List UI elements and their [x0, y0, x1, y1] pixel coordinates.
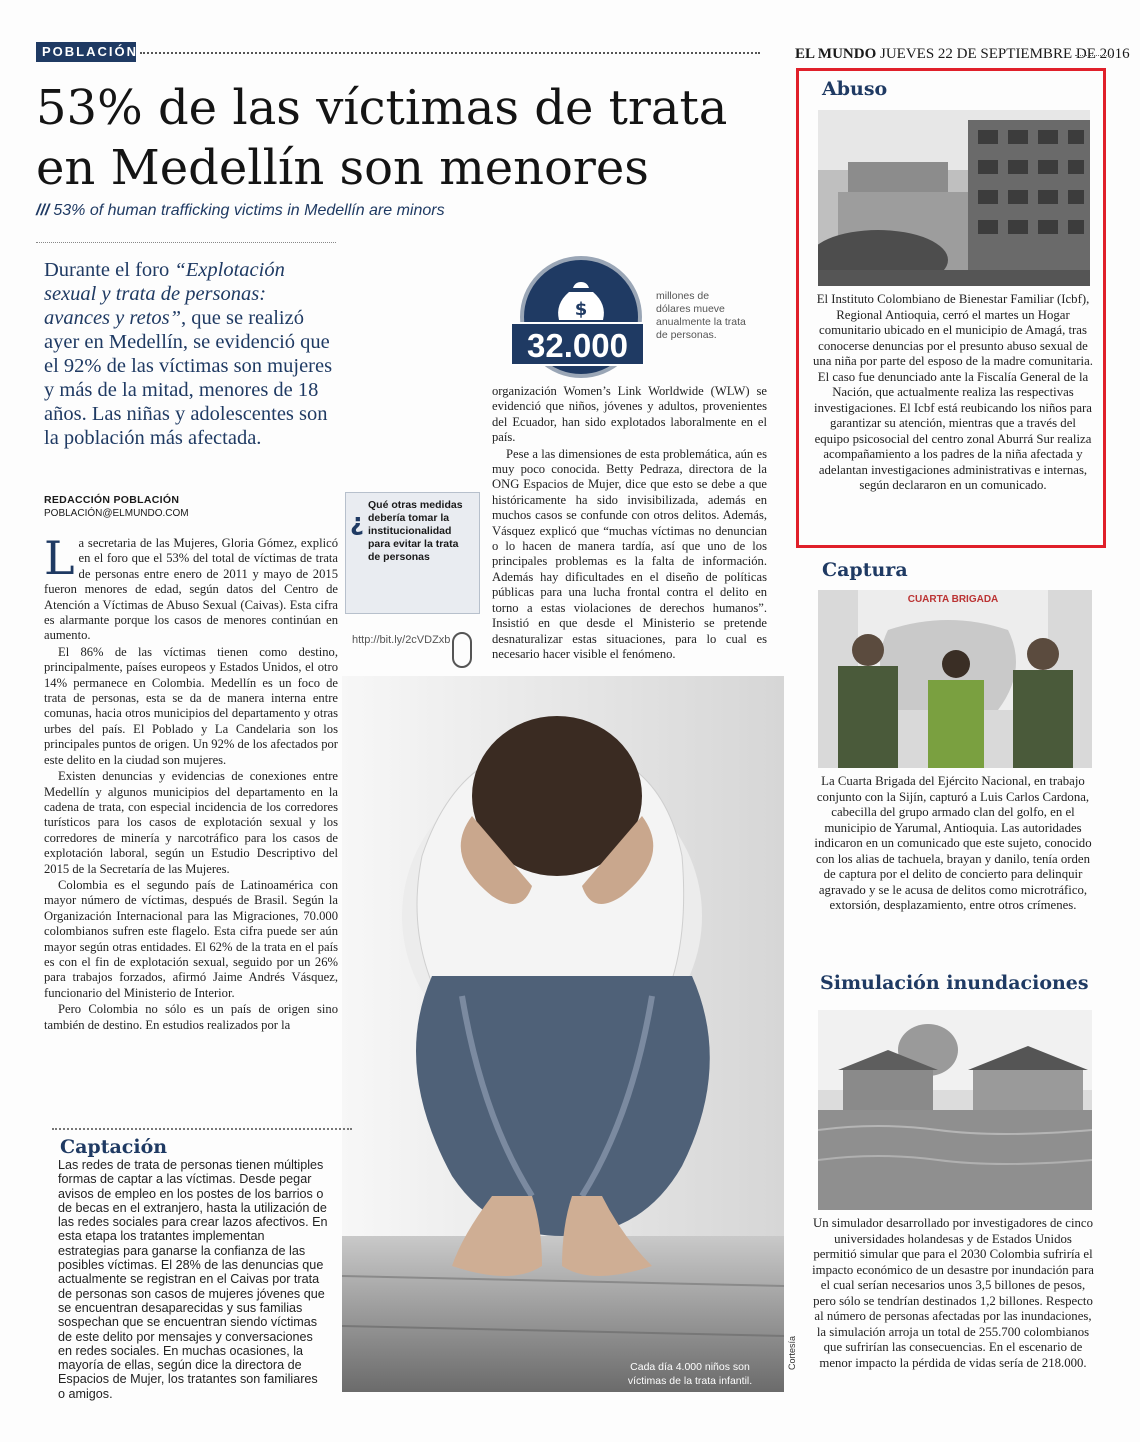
short-link[interactable]: http://bit.ly/2cVDZxb: [352, 634, 451, 646]
stat-caption: millones de dólares mueve anualmente la trata de personas.: [656, 290, 746, 341]
banner-text: CUARTA BRIGADA: [907, 594, 999, 605]
lead-quote: “Explotación sexual y trata de personas: avances y retos”: [44, 259, 285, 329]
captura-text: La Cuarta Brigada del Ejército Nacional, en trabajo conjunto con la Sijín, capturó a Luis Carlos Cardona, cabecilla del grupo armado clan del golfo, en el municipio de Yarumal, Antioquia. Las autoridades indicaron en un comunicado que este sujeto, conocido con los alias de tachuela, brayan y danilo, tenía orden de captura por el delito de concierto para delinquir agravado y se le acusa de delitos como microtráfico, extorsión, desplazamiento, entre otros crímenes.: [814, 774, 1092, 912]
subhead-mark: ///: [36, 202, 50, 219]
inundaciones-text: Un simulador desarrollado por investigadores de cinco universidades holandesas y de Estados Unidos permitió simular que para el 2030 Colombia sufriría el impacto económico de un desastre por inundación para el cual serían necesarios unos 3,5 billones de pesos, pero sólo se tendrían destinados 1,2 billones. Respecto al número de personas afectadas por las inundaciones, la simulación arroja un total de 255.700 colombianos que sufrirían las consecuencias. En el escenario de menor impacto la pérdida de vidas sería de 218.000.: [812, 1216, 1094, 1370]
byline-email[interactable]: POBLACIÓN@ELMUNDO.COM: [44, 508, 189, 519]
abuso-photo: [818, 110, 1090, 286]
subheadline: [36, 202, 596, 220]
paper-name: EL MUNDO: [795, 46, 877, 62]
inundaciones-title: Simulación inundaciones: [820, 972, 1089, 994]
lead-divider: [36, 242, 336, 251]
question-mark-icon: ¿: [350, 508, 364, 536]
section-tag: POBLACIÓN: [36, 42, 136, 62]
captacion-title: Captación: [60, 1136, 168, 1158]
headline-line-2: en Medellín son menores: [36, 140, 649, 196]
byline-name: REDACCIÓN POBLACIÓN: [44, 494, 180, 506]
headline: [36, 78, 796, 198]
photo-credit: Cortesía: [787, 1335, 797, 1370]
lead-text-a: Durante el foro: [44, 259, 175, 281]
drop-cap: L: [44, 531, 75, 585]
section-divider: [140, 52, 760, 54]
body-paragraph: El 86% de las víctimas tienen como destino, principalmente, países europeos y Estados Unidos, el otro 14% permanece en Colombia. Medellín es un foco de trata de personas, esta se da de manera interna entre comunas, hacia otros municipios del departamento y otras urbes del país. El Poblado y La Candelaria son los principales puntos de origen. Un 92% de los afectados por este delito en la ciudad son mujeres.: [44, 644, 338, 767]
paragraph-text: a secretaria de las Mujeres, Gloria Gómez, explicó en el foro que el 53% del total de víctimas de trata de personas entre enero de 2011 y mayo de 2015 fueron menores de edad, según datos del Centro de Atención a Víctimas de Abuso Sexual (Caivas). Esta cifra es alarmante porque los casos de menores continúan en aumento.: [44, 536, 338, 643]
abuso-text: El Instituto Colombiano de Bienestar Familiar (Icbf), Regional Antioquia, cerró el martes un Hogar comunitario ubicado en el municipio de Amagá, tras conocerse denuncias por el presunto abuso sexual de una niña por parte del esposo de la madre comunitaria. El caso fue denunciado ante la Fiscalía General de la Nación, que actualmente realiza las respectivas investigaciones. El Icbf está reubicando los niños para garantizar su atención, mientras que a través del equipo psicosocial del centro zonal Aburrá Sur realiza acompañamiento a los padres de la niña afectada y adelantan investigaciones administrativas e internas, según declararon en un comunicado.: [812, 292, 1093, 492]
lead-text-b: , que se realizó ayer en Medellín, se evidenció que el 92% de las víctimas son mujeres y más de la mitad, menores de 18 años. Las niñas y adolescentes son la población más afectada.: [44, 307, 333, 449]
body-paragraph: organización Women’s Link Worldwide (WLW) se evidenció que niños, jóvenes y adultos, provenientes del Ecuador, han sido explotados laboralmente en el país.: [492, 384, 767, 445]
body-paragraph: Existen denuncias y evidencias de conexiones entre Medellín y algunos municipios del departamento en la cadena de trata, con especial incidencia de los corredores turísticos para los casos de explotación sexual y los corredores de minería y narcotráfico para los casos de explotación laboral, según un Estudio Descriptivo del 2015 de la Secretaría de las Mujeres.: [44, 769, 338, 876]
issue-date: JUEVES 22 DE SEPTIEMBRE DE 2016: [880, 46, 1130, 62]
captacion-divider: [52, 1128, 352, 1130]
question-box: [345, 492, 480, 614]
body-paragraph: Pero Colombia no sólo es un país de origen sino también de destino. En estudios realizados por la: [44, 1002, 338, 1032]
subhead-text: 53% of human trafficking victims in Medellín are minors: [53, 202, 445, 219]
body-paragraph: [44, 531, 338, 644]
body-column-1: [44, 531, 338, 1034]
lead-paragraph: [44, 258, 334, 450]
inundaciones-photo: [818, 1010, 1092, 1210]
byline: [44, 494, 189, 520]
body-paragraph: Colombia es el segundo país de Latinoamérica con mayor número de víctimas, después de Brasil. Según la Organización Internacional para las Migraciones, 70.000 colombianos sufren este flagelo. Esta cifra puede ser aún mayor según otras entidades. El 62% de la trata en el país es con el fin de explotación sexual, seguido por un 26% para trabajos forzados, afirmó Jaime Andrés Vásquez, funcionario del Ministerio de Interior.: [44, 877, 338, 1000]
masthead-divider: [1075, 55, 1111, 56]
main-photo: [342, 676, 784, 1392]
abuso-title: Abuso: [822, 78, 888, 100]
captura-photo: [818, 590, 1092, 768]
captacion-text: Las redes de trata de personas tienen múltiples formas de captar a las víctimas. Desde pegar avisos de empleo en los postes de los barrios o de becas en el extranjero, hasta la utilización de las redes sociales para crear lazos afectivos. En esta etapa los tratantes implementan estrategias para ganarse la confianza de las posibles víctimas. El 28% de las denuncias que actualmente se registran en el Caivas por trata de personas son casos de mujeres jóvenes que se encuentran desaparecidas y sus familias sospechan que se encuentran siendo víctimas de este delito por mensajes y conversaciones en redes sociales. En muchas ocasiones, la mayoría de ellas, según dice la directora de Espacios de Mujer, los tratantes son familiares o amigos.: [58, 1158, 328, 1401]
body-paragraph: Pese a las dimensiones de esta problemática, aún es muy poco conocida. Betty Pedraza, directora de la ONG Espacios de Mujer, dice que esto se debe a que históricamente ha sido invisibilizada, además en muchos casos se confunde con otros delitos. Además, Vásquez explicó que “muchas víctimas no denuncian o lo hacen de manera tardía, así que uno de los principales problemas es la falta de información. Además hay dificultades en el diseño de políticas públicas para una lucha frontal contra el delito en torno a estas violaciones de derechos humanos”. Insistió en que desde el Ministerio se pretende desnaturalizar estas situaciones, para lo cual es necesario hacer visible el fenómeno.: [492, 446, 767, 661]
headline-line-1: 53% de las víctimas de trata: [36, 80, 728, 136]
body-column-2: [492, 384, 767, 663]
captura-title: Captura: [822, 559, 908, 581]
photo-caption: Cada día 4.000 niños son víctimas de la trata infantil.: [627, 1361, 753, 1387]
question-text: Qué otras medidas debería tomar la institucionalidad para evitar la trata de personas: [368, 499, 463, 563]
svg-text:$: $: [574, 299, 588, 320]
stat-number: 32.000: [510, 322, 645, 366]
mouse-icon: [452, 632, 472, 668]
